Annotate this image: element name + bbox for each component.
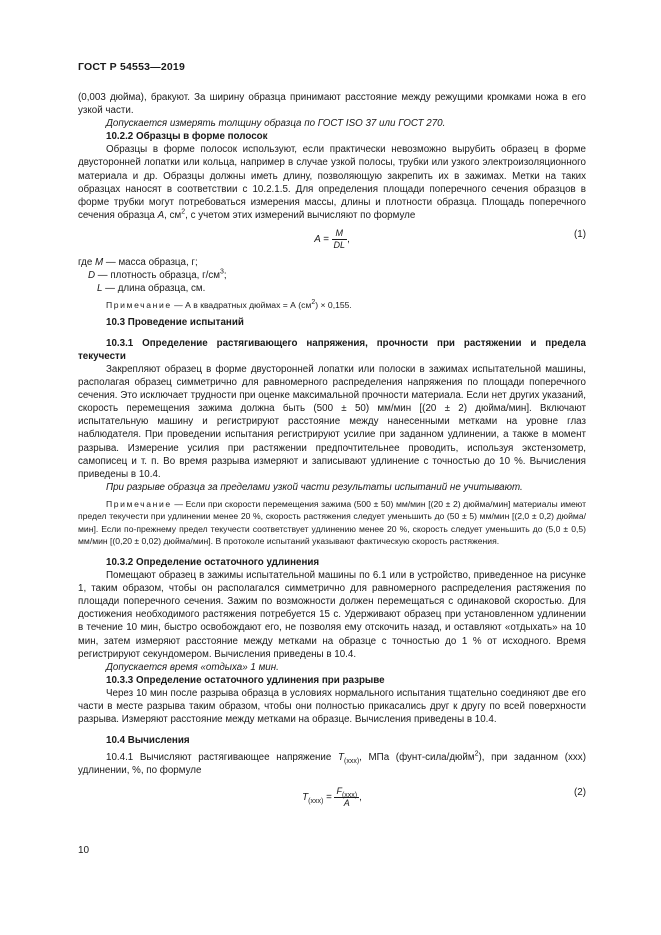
formula-number: (1) [574,228,586,240]
formula-number: (2) [574,787,586,799]
fraction: $\frac{F_{(xxx)}}{A}$ [336,786,358,809]
note: Примечание — А в квадратных дюймах = А $(см^2) \times 0,155$. [106,299,352,311]
paragraph-italic: При разрыве образца за пределами узкой части результаты испытаний не учитывают. [106,481,523,493]
paragraph: 10.4.1 Вычисляют растягивающее напряжение $T_{(xxx)}$, МПа (фунт-сила/дюйм$^2$), при заданном (xxx) удлинении, %, по формуле [78,750,586,777]
formula-1: A = $\frac{M}{DL}$ , (1) [314,227,586,250]
section-heading-10-3: 10.3 Проведение испытаний [106,316,244,328]
paragraph: (0,003 дюйма), бракуют. За ширину образца принимают расстояние между режущими кромками ножа в его узкой части. [78,92,586,117]
section-heading-10-2-2: 10.2.2 Образцы в форме полосок [106,131,268,143]
paragraph: Образцы в форме полосок используют, если практически невозможно вырубить образец в форме двусторонней лопатки или кольца, например в случае узкой полосы, трубки или узкого электроизоляционного материала и др. Образцы должны иметь длину, позволяющую закрепить их в зажимах. Метки на таких образцах наносят в соответствии с 10.2.1.5. Для определения площади поперечного сечения образцов в форме трубки могут потребоваться измерения массы, длины и плотности образца. Площадь поперечного сечения образца А, $см^2$, с учетом этих измерений вычисляют по формуле [78,144,586,221]
paragraph-italic: Допускается измерять толщину образца по ГОСТ ISO 37 или ГОСТ 270. [106,118,446,130]
section-heading-10-3-3: 10.3.3 Определение остаточного удлинения при разрыве [106,674,385,686]
formula-legend: где M — масса образца, г; D — плотность образца, $г/см^3$; L — длина образца, см. [78,256,227,295]
document-body [78,91,586,811]
paragraph-italic: Допускается время «отдыха» 1 мин. [106,661,279,673]
fraction: $\frac{M}{DL}$ [333,227,346,250]
page-number: 10 [78,845,90,856]
standard-header: ГОСТ Р 54553—2019 [78,61,186,73]
section-heading-10-3-2: 10.3.2 Определение остаточного удлинения [106,556,320,568]
paragraph: Помещают образец в зажимы испытательной машины по 6.1 или в устройство, приведенное на рисунке 1, таким образом, чтобы он располагался симметрично для равномерного распределения растяжения по площади поперечного сечения. Зажим по возможности должен перемещаться с одинаковой скоростью. Для достижения необходимого растяжения потребуется 15 с. Удерживают образец при установленном удлинении в течение 10 мин, быстро освобождают его, не позволяя ему отскочить назад, и оставляют «отдыхать» на 10 мин, затем измеряют расстояние между метками на образце с точностью до 1 % от исходного. Время регистрируют секундомером. Вычисления приведены в 10.4. [78,570,586,660]
section-heading-10-3-1: 10.3.1 Определение растягивающего напряжения, прочности при растяжении и предела текучести [78,337,586,362]
paragraph: Через 10 мин после разрыва образца в условиях нормального испытания тщательно соединяют две его части в месте разрыва таким образом, чтобы они полностью прикасались друг к другу по всей поверхности разрыва. Измеряют расстояние между метками на образце. Вычисления приведены в 10.4. [78,687,586,726]
formula-2: $T_{(xxx)}$ = $\frac{F_{(xxx)}}{A}$ , (2) [302,786,586,809]
section-heading-10-4: 10.4 Вычисления [106,735,190,747]
note: Примечание — Если при скорости перемещения зажима (500 ± 50) мм/мин [(20 ± 2) дюйма/мин] материалы имеют предел текучести при удлинении менее 20 %, скорость растяжения следует уменьшить до (50 ± 5) мм/мин [(2,0 ± 0,2) дюйма/мин]. Если по-прежнему предел текучести соответствует удлинению менее 20 %, скорость следует уменьшить до (5,0 ± 0,5) мм/мин [(0,20 ± 0,02) дюйма/мин]. В протоколе испытаний указывают фактическую скорость растяжения. [78,498,586,547]
paragraph: Закрепляют образец в форме двусторонней лопатки или полоски в зажимах испытательной машины, располагая образец симметрично для равномерного распределения напряжения по площади поперечного сечения. Это исключает трудности при оценке максимальной прочности материала. Если нет других указаний, скорость перемещения зажима должна быть (500 ± 50) мм/мин [(20 ± 2) дюйма/мин]. Включают испытательную машину и регистрируют расстояние между нанесенными метками на уровне глаз наблюдателя. При проведении испытания регистрируют усилие при заданном удлинении, а также в момент разрыва. Измерение усилия при растяжении предпочтительнее проводить, используя экстензометр, самописец и т. п. Во время разрыва измеряют и записывают удлинение с точностью до 10 %. Вычисления приведены в 10.4. [78,364,586,480]
